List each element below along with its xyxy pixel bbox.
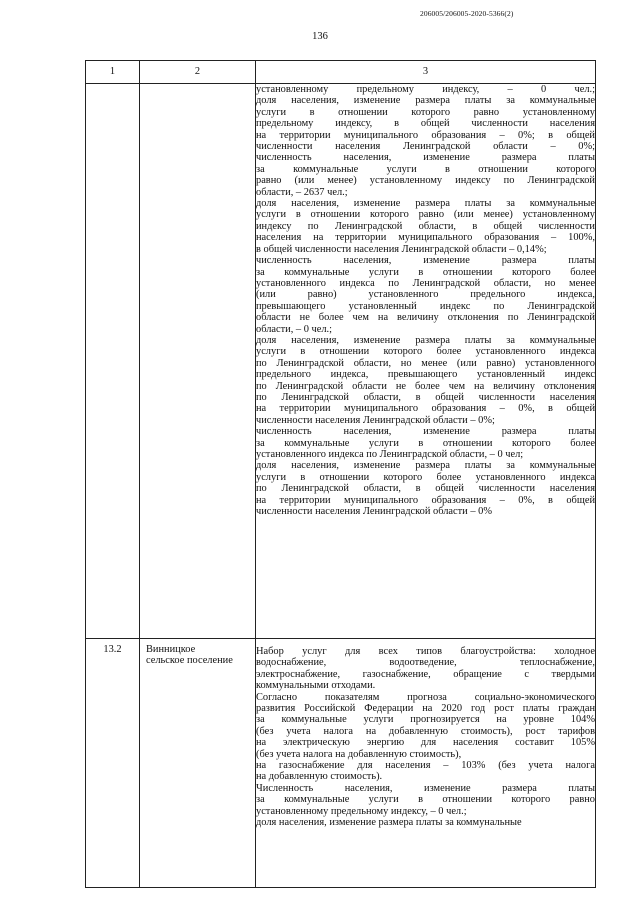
text-line: на территории муниципального образования – 0%, в общей	[256, 494, 595, 506]
document-id: 206005/206005-2020-5366(2)	[420, 9, 514, 18]
text-line: предельного индекса, превышающего установленный индекс	[256, 369, 595, 381]
text-line: в общей численности населения Ленинградской области – 0,14%;	[256, 243, 547, 255]
content-table	[85, 60, 596, 888]
text-line: численности населения Ленинградской области – 0%;	[256, 141, 595, 153]
text-line: на электрическую энергию для населения составит 105%	[256, 737, 595, 749]
description-cell	[256, 84, 596, 639]
text-line: услуги в отношении которого равно (или менее) установленному	[256, 209, 595, 221]
text-line: области, – 2637 чел.;	[256, 186, 348, 198]
text-line: доля населения, изменение размера платы за коммунальные	[256, 817, 522, 829]
text-line: по Ленинградской области, в общей численности населения	[256, 483, 595, 495]
table-header-row	[86, 61, 596, 84]
text-line: (без учета налога на добавленную стоимость),	[256, 748, 462, 760]
text-line: доля населения, изменение размера платы за коммунальные	[256, 334, 595, 346]
row-number	[86, 84, 140, 639]
text-line: по Ленинградской области, но менее (или равно) установленного	[256, 357, 595, 369]
text-line: численность населения, изменение размера платы	[256, 255, 595, 267]
text-line: услуги в отношении которого более установленного индекса	[256, 471, 595, 483]
municipality-name-line: Винницкое	[146, 644, 196, 655]
text-line: населения на территории муниципального образования – 100%,	[256, 232, 595, 244]
text-line: за коммунальные услуги прогнозируется на уровне 104%	[256, 714, 595, 726]
text-line: численность населения, изменение размера платы	[256, 152, 595, 164]
municipality-name	[140, 84, 256, 639]
text-line: на территории муниципального образования – 0%, в общей	[256, 403, 595, 415]
text-line: за коммунальные услуги в отношении которого более	[256, 437, 595, 449]
text-line: индексу по Ленинградской области, в общей численности	[256, 220, 595, 232]
text-line: Набор услуг для всех типов благоустройства: холодное	[256, 646, 595, 657]
text-line: (без учета налога на добавленную стоимость), рост тарифов	[256, 725, 595, 737]
text-line: Численность населения, изменение размера платы	[256, 782, 595, 794]
text-line: области не более чем на величину отклонения по Ленинградской	[256, 312, 595, 324]
text-line: установленного индекса по Ленинградской области, – 0 чел;	[256, 449, 524, 460]
text-line: водоснабжение, водоотведение, теплоснабжение,	[256, 657, 595, 669]
text-line: за коммунальные услуги в отношении которого	[256, 163, 595, 175]
text-line: Согласно показателям прогноза социально-экономического	[256, 691, 595, 703]
text-line: превышающего установленный индекс по Ленинградской	[256, 300, 595, 312]
text-line: коммунальными отходами.	[256, 680, 376, 692]
text-line: численности населения Ленинградской области – 0%;	[256, 414, 495, 426]
text-line: услуги в отношении которого равно установленному	[256, 106, 595, 118]
municipality-name-line: сельское поселение	[146, 655, 233, 667]
text-line: на добавленную стоимость).	[256, 771, 383, 783]
text-line: доля населения, изменение размера платы за коммунальные	[256, 95, 595, 107]
text-line: предельному индексу, в общей численности населения	[256, 118, 595, 130]
text-line: на территории муниципального образования – 0%; в общей	[256, 129, 595, 141]
text-line: численность населения, изменение размера платы	[256, 426, 595, 438]
text-line: доля населения, изменение размера платы за коммунальные	[256, 198, 595, 210]
text-line: электроснабжение, газоснабжение, обращение с твердыми	[256, 668, 595, 680]
text-line: установленному предельному индексу, – 0 чел.;	[256, 84, 595, 95]
row-number: 13.2	[86, 639, 140, 888]
text-line: установленного индекса по Ленинградской области, но менее	[256, 277, 595, 289]
text-line: равно (или менее) установленному индексу по Ленинградской	[256, 175, 595, 187]
municipality-name	[140, 639, 256, 888]
text-line: (или равно) установленного предельного индекса,	[256, 289, 595, 301]
page-number: 136	[312, 31, 328, 42]
description-cell	[256, 639, 596, 888]
table-row	[86, 639, 596, 888]
column-header-1: 1	[86, 61, 140, 84]
text-line: за коммунальные услуги в отношении которого равно	[256, 794, 595, 806]
column-header-2: 2	[140, 61, 256, 84]
text-line: услуги в отношении которого более установленного индекса	[256, 346, 595, 358]
text-line: развития Российской Федерации на 2020 год рост платы граждан	[256, 703, 595, 715]
text-line: за коммунальные услуги в отношении которого более	[256, 266, 595, 278]
column-header-3: 3	[256, 61, 596, 84]
table-row	[86, 84, 596, 639]
text-line: доля населения, изменение размера платы за коммунальные	[256, 460, 595, 472]
text-line: по Ленинградской области не более чем на величину отклонения	[256, 380, 595, 392]
text-line: области, – 0 чел.;	[256, 323, 333, 335]
text-line: по Ленинградской области, в общей численности населения	[256, 391, 595, 403]
text-line: на газоснабжение для населения – 103% (без учета налога	[256, 760, 595, 772]
text-line: установленному предельному индексу, – 0 чел.;	[256, 805, 467, 817]
text-line: численности населения Ленинградской области – 0%	[256, 506, 492, 518]
